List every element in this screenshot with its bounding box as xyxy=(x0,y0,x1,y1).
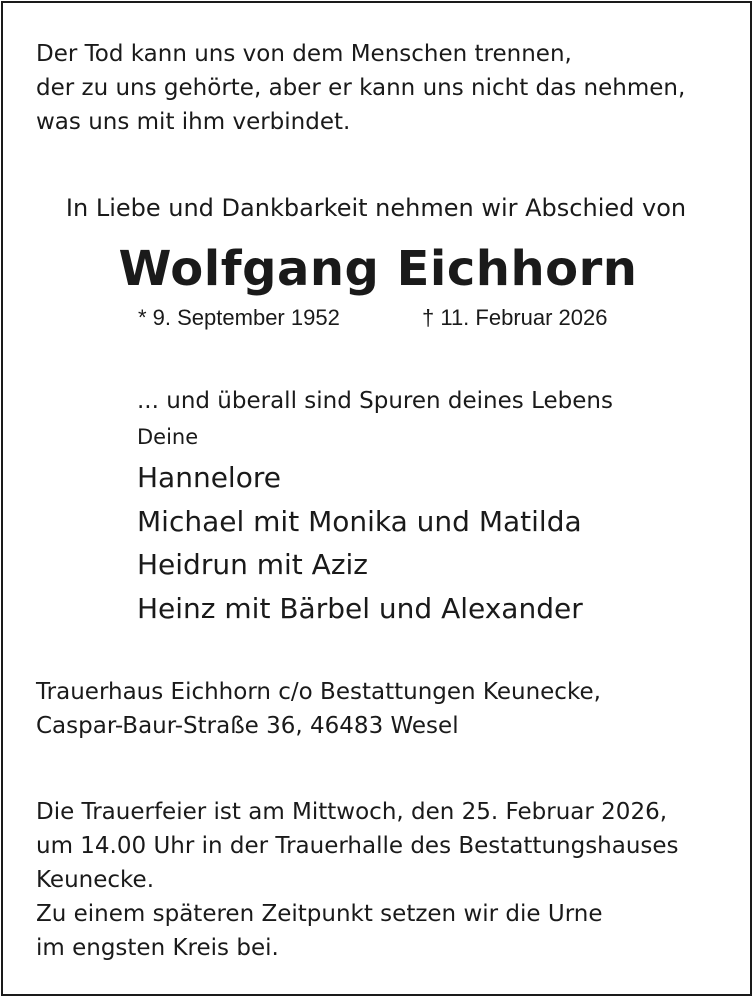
mourner-name: Heidrun mit Aziz xyxy=(137,548,368,581)
death-date: † 11. Februar 2026 xyxy=(422,305,608,330)
ceremony-line: um 14.00 Uhr in der Trauerhalle des Bestattungshauses xyxy=(36,833,679,859)
address-line: Trauerhaus Eichhorn c/o Bestattungen Keunecke, xyxy=(36,679,601,705)
deceased-name: Wolfgang Eichhorn xyxy=(118,241,638,297)
mourning-house-address xyxy=(36,675,601,743)
mourner-name: Hannelore xyxy=(137,461,281,494)
mourner-name: Heinz mit Bärbel und Alexander xyxy=(137,591,583,625)
ceremony-line: Die Trauerfeier ist am Mittwoch, den 25. Februar 2026, xyxy=(36,799,668,825)
ceremony-line: im engsten Kreis bei. xyxy=(36,935,279,961)
birth-date: * 9. September 1952 xyxy=(138,305,340,330)
mourners-list xyxy=(137,456,583,630)
mourner-name: Michael mit Monika und Matilda xyxy=(137,504,582,538)
address-line: Caspar-Baur-Straße 36, 46483 Wesel xyxy=(36,713,459,739)
ceremony-info xyxy=(36,795,679,965)
quote-line: der zu uns gehörte, aber er kann uns nicht das nehmen, xyxy=(36,75,686,101)
quote-line: was uns mit ihm verbindet. xyxy=(36,109,351,135)
deine-label: Deine xyxy=(137,425,199,449)
ceremony-line: Zu einem späteren Zeitpunkt setzen wir die Urne xyxy=(36,901,603,927)
ceremony-line: Keunecke. xyxy=(36,867,154,893)
closing-line: ... und überall sind Spuren deines Lebens xyxy=(137,388,613,414)
memorial-quote xyxy=(36,37,685,139)
farewell-intro: In Liebe und Dankbarkeit nehmen wir Abschied von xyxy=(65,194,687,222)
quote-line: Der Tod kann uns von dem Menschen trennen, xyxy=(36,41,572,67)
